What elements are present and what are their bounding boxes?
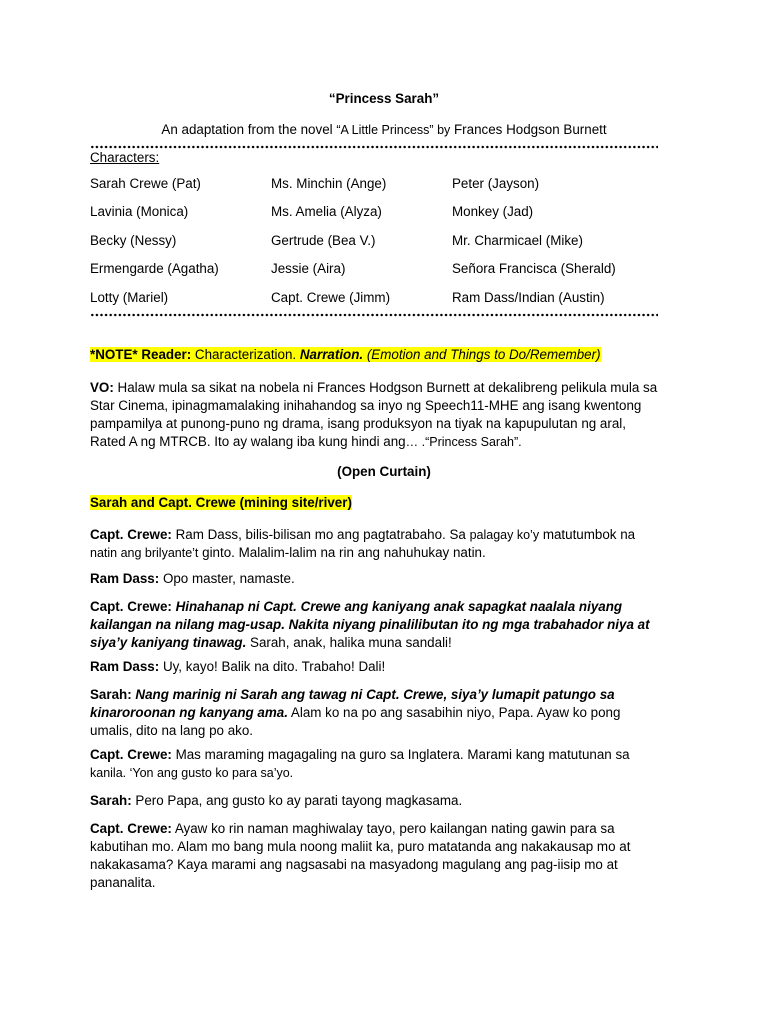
cast-cell: Señora Francisca (Sherald) [452, 261, 616, 277]
open-curtain: (Open Curtain) [337, 464, 431, 479]
vo-title-quote: “Princess Sarah [425, 435, 515, 449]
speaker-name: Sarah: [90, 687, 132, 702]
dialogue-block [90, 526, 680, 562]
dialogue-text: palagay ko’y [469, 528, 540, 542]
subtitle-pre: An adaptation from the novel [161, 122, 337, 137]
vo-line: Rated A ng MTRCB. Ito ay walang iba kung hindi ang [90, 434, 406, 449]
cast-cell: Lotty (Mariel) [90, 289, 169, 305]
note-narration: Narration. [299, 347, 364, 362]
cast-cell: Capt. Crewe (Jimm) [271, 289, 391, 305]
characters-heading: Characters: [90, 150, 160, 165]
speaker-name: Sarah: [90, 793, 132, 808]
dialogue-block [90, 658, 680, 676]
dialogue-text: matutumbok na [539, 527, 636, 542]
note-characterization: Characterization. [191, 347, 300, 362]
cast-table [90, 175, 690, 317]
dotted-divider-top [90, 145, 658, 149]
cast-cell: Mr. Charmicael (Mike) [452, 232, 583, 248]
page-title: “Princess Sarah” [328, 91, 440, 106]
cast-cell: Sarah Crewe (Pat) [90, 176, 201, 191]
cast-cell: Ram Dass/Indian (Austin) [452, 289, 605, 305]
vo-paragraph [90, 379, 680, 451]
dialogue-text: Ayaw ko rin naman maghiwalay tayo, pero kailangan nating gawin para sa [171, 821, 615, 836]
dialogue-text: Mas maraming magagaling na guro sa Inglatera. Marami kang matutunan sa [171, 747, 630, 762]
vo-line: Star Cinema, ipinagmamalaking inihahandog sa inyo ng Speech11-MHE ang isang kwentong [90, 398, 642, 413]
dialogue-text: Uy, kayo! Balik na dito. Trabaho! Dali! [159, 659, 386, 674]
dialogue-text: kanila. ‘Yon ang gusto ko para sa’yo. [90, 766, 294, 780]
dialogue-text: pananalita. [90, 875, 156, 890]
stage-direction: Hinahanap ni Capt. Crewe ang kaniyang anak sapagkat naalala niyang [171, 599, 623, 614]
speaker-name: Ram Dass: [90, 571, 160, 586]
speaker-name: Capt. Crewe: [90, 527, 172, 542]
vo-end: ”. [514, 435, 522, 449]
dialogue-block [90, 820, 680, 892]
dotted-divider-bottom [90, 313, 658, 317]
reader-note [90, 346, 680, 364]
vo-line: Halaw mula sa sikat na nobela ni Frances Hodgson Burnett at dekalibreng pelikula mula sa [113, 380, 658, 395]
stage-direction: kinaroroonan ng kanyang ama. [90, 705, 288, 720]
stage-direction: kailangan na nilang mag-usap. Nakita niyang pinalilibutan ito ng mga trabahador niya at [90, 617, 650, 632]
cast-cell: Lavinia (Monica) [90, 204, 189, 220]
vo-line: pampamilya at punong-puno ng drama, isang produksyon na tiyak na kapupulutan ng aral, [90, 416, 626, 431]
speaker-name: Capt. Crewe: [90, 747, 172, 762]
cast-cell: Peter (Jayson) [452, 176, 540, 191]
vo-speaker: VO: [90, 380, 114, 395]
note-label: *NOTE* Reader: [90, 347, 192, 362]
cast-cell: Becky (Nessy) [90, 232, 177, 248]
subtitle-novel: “A Little Princess” by [336, 123, 451, 137]
dialogue-text: Sarah, anak, halika muna sandali! [246, 635, 452, 650]
speaker-name: Capt. Crewe: [90, 599, 172, 614]
cast-cell: Jessie (Aira) [271, 261, 346, 277]
dialogue-text: Opo master, namaste. [159, 571, 295, 586]
dialogue-text: ginto. Malalim-lalim na rin ang nahuhukay natin. [198, 545, 486, 560]
vo-ellipsis: … . [405, 435, 426, 449]
scene-heading [90, 494, 680, 512]
scene-label: Sarah and Capt. Crewe (mining site/river) [90, 495, 352, 510]
dialogue-text: Alam ko na po ang sasabihin niyo, Papa. Ayaw ko pong [287, 705, 621, 720]
stage-direction: siya’y kaniyang tinawag. [90, 635, 247, 650]
cast-cell: Ms. Amelia (Alyza) [271, 204, 382, 220]
subtitle [0, 121, 768, 139]
dialogue-block [90, 598, 680, 652]
cast-cell: Gertrude (Bea V.) [271, 232, 376, 248]
dialogue-text: nakakasama? Kaya marami ang nagsasabi na masyadong magulang ang pag-iisip mo at [90, 857, 618, 872]
cast-row [90, 232, 690, 260]
dialogue-text: natin ang brilyante’t [90, 546, 199, 560]
speaker-name: Capt. Crewe: [90, 821, 172, 836]
dialogue-text: umalis, dito na lang po ako. [90, 723, 254, 738]
dialogue-block [90, 746, 680, 782]
subtitle-author: Frances Hodgson Burnett [450, 122, 607, 137]
cast-row [90, 203, 690, 231]
stage-direction: Nang marinig ni Sarah ang tawag ni Capt. Crewe, siya’y lumapit patungo sa [131, 687, 615, 702]
cast-cell: Ermengarde (Agatha) [90, 261, 219, 277]
note-highlight [90, 347, 601, 362]
dialogue-block [90, 792, 680, 810]
note-emotion: (Emotion and Things to Do/Remember) [363, 347, 601, 362]
speaker-name: Ram Dass: [90, 659, 160, 674]
dialogue-text: kabutihan mo. Alam mo bang mula noong maliit ka, puro matatanda ang nakakausap mo at [90, 839, 631, 854]
dialogue-block [90, 686, 680, 740]
cast-row [90, 260, 690, 288]
cast-cell: Ms. Minchin (Ange) [271, 176, 387, 191]
dialogue-block [90, 570, 680, 588]
dialogue-text: Ram Dass, bilis-bilisan mo ang pagtatrabaho. Sa [171, 527, 470, 542]
cast-cell: Monkey (Jad) [452, 204, 534, 220]
dialogue-text: Pero Papa, ang gusto ko ay parati tayong magkasama. [131, 793, 463, 808]
cast-row [90, 175, 690, 203]
